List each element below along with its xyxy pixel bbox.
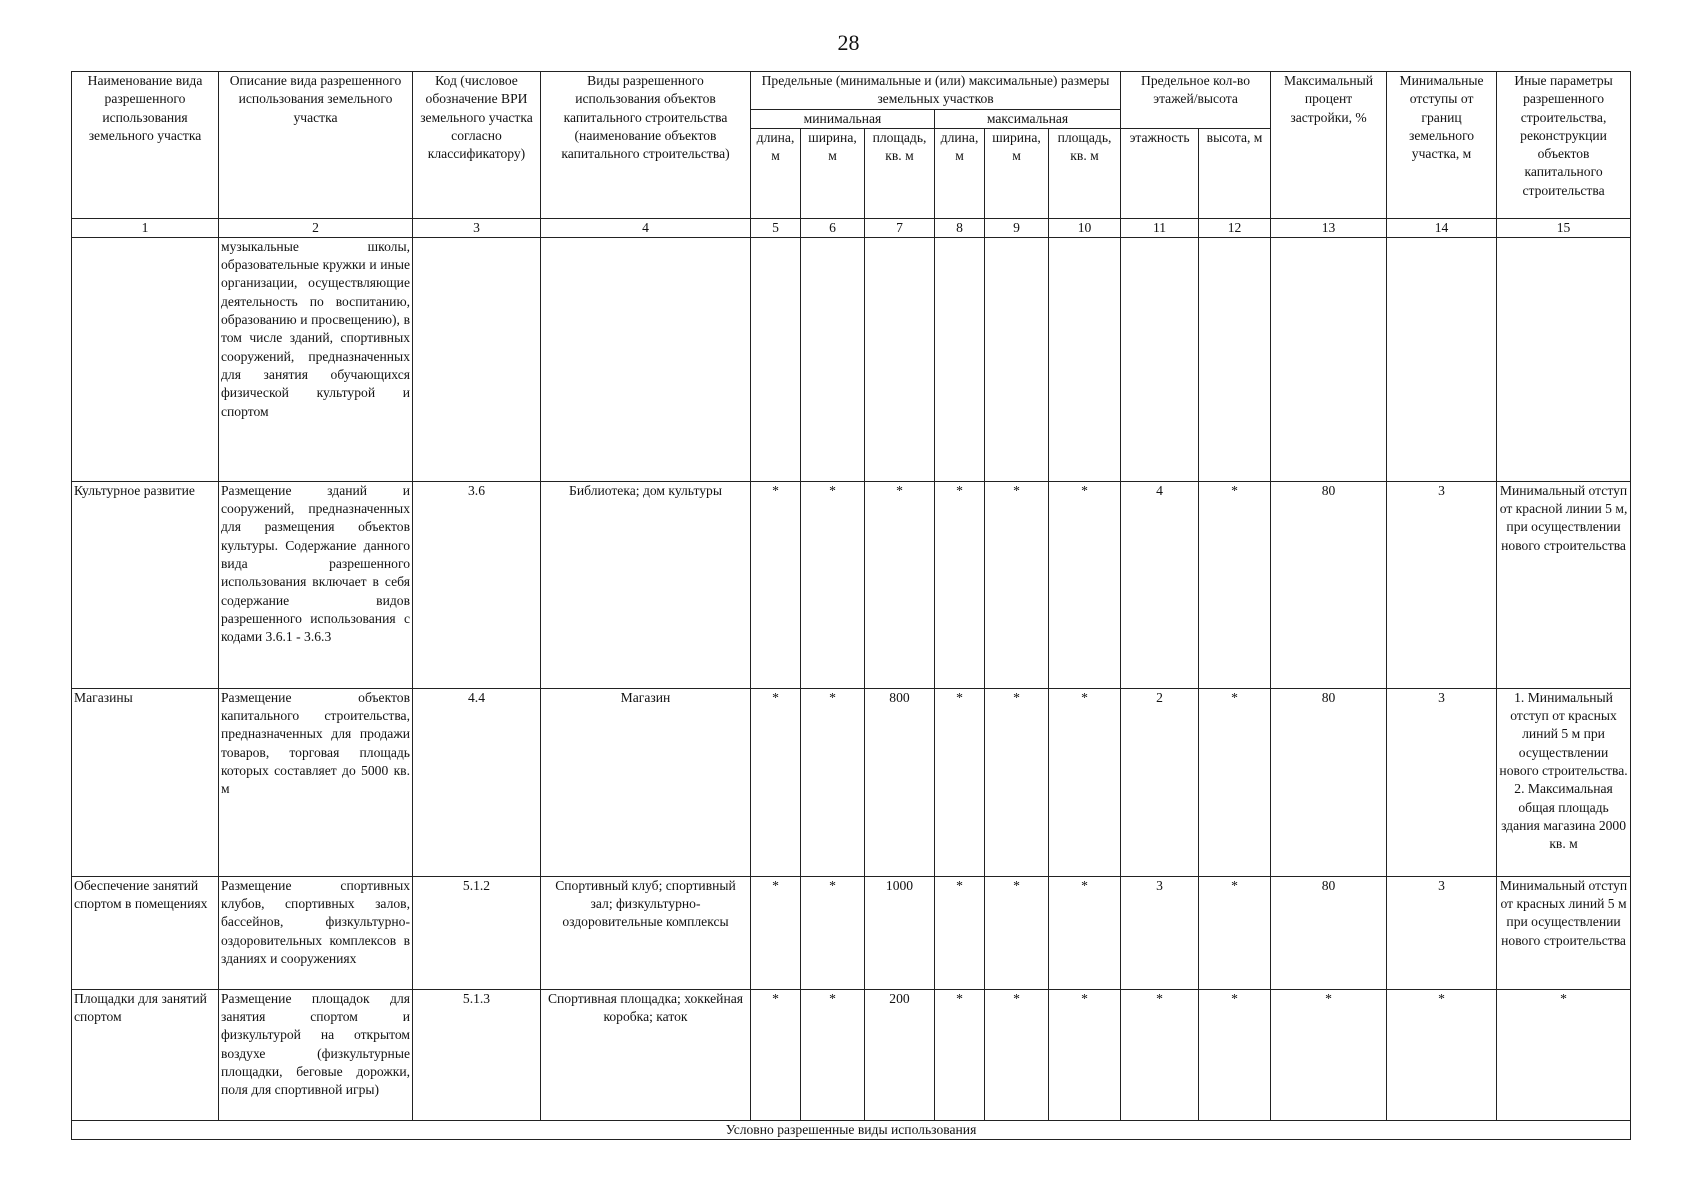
land-use-name: Магазины: [72, 688, 219, 876]
other-params: Минимальный отступ от красной линии 5 м, при осуществлении нового строительства: [1497, 481, 1631, 688]
header-floors-height: Предельное кол-во этажей/высота: [1121, 72, 1271, 129]
column-number: 3: [413, 218, 541, 237]
column-number: 7: [865, 218, 935, 237]
column-number: 5: [751, 218, 801, 237]
header-max-width: ширина, м: [985, 128, 1049, 218]
min-length: *: [751, 688, 801, 876]
column-number: 1: [72, 218, 219, 237]
section-footer-row: [72, 1120, 1631, 1139]
max-area: *: [1049, 481, 1121, 688]
land-use-description: Размещение спортивных клубов, спортивных залов, бассейнов, физкультурно-оздоровительных комплексов в зданиях и сооружениях: [219, 876, 413, 989]
column-number: 10: [1049, 218, 1121, 237]
max-build-percent: [1271, 237, 1387, 481]
header-min-width: ширина, м: [801, 128, 865, 218]
min-width: *: [801, 688, 865, 876]
height: *: [1199, 989, 1271, 1120]
floors: 2: [1121, 688, 1199, 876]
header-minimum: минимальная: [751, 109, 935, 128]
column-number: 6: [801, 218, 865, 237]
column-number: 12: [1199, 218, 1271, 237]
column-number: 14: [1387, 218, 1497, 237]
min-area: 200: [865, 989, 935, 1120]
min-width: *: [801, 481, 865, 688]
min-setback: [1387, 237, 1497, 481]
header-min-length: длина, м: [751, 128, 801, 218]
land-use-name: Обеспечение занятий спортом в помещениях: [72, 876, 219, 989]
max-length: *: [935, 688, 985, 876]
max-area: *: [1049, 688, 1121, 876]
header-code: Код (числовое обозначение ВРИ земельного участка согласно классификатору): [413, 72, 541, 219]
land-use-description: Размещение объектов капитального строительства, предназначенных для продажи товаров, торговая площадь которых составляет до 5000 кв. м: [219, 688, 413, 876]
max-area: *: [1049, 876, 1121, 989]
min-area: 800: [865, 688, 935, 876]
table-row: [72, 237, 1631, 481]
header-height: высота, м: [1199, 128, 1271, 218]
land-use-description: музыкальные школы, образовательные кружки и иные организации, осуществляющие деятельность по воспитанию, образованию и просвещению), в том числе зданий, спортивных сооружений, предназначенных для занятия обучающихся физической культурой и спортом: [219, 237, 413, 481]
floors: 3: [1121, 876, 1199, 989]
table-row: [72, 876, 1631, 989]
land-use-description: Размещение площадок для занятия спортом и физкультурой на открытом воздухе (физкультурные площадки, беговые дорожки, поля для спортивной игры): [219, 989, 413, 1120]
max-build-percent: *: [1271, 989, 1387, 1120]
page-number: 28: [837, 30, 860, 55]
building-types: Спортивная площадка; хоккейная коробка; каток: [541, 989, 751, 1120]
header-min-area: площадь, кв. м: [865, 128, 935, 218]
floors: [1121, 237, 1199, 481]
header-max-length: длина, м: [935, 128, 985, 218]
header-objects: Виды разрешенного использования объектов капитального строительства (наименование объектов капитального строительства): [541, 72, 751, 219]
height: *: [1199, 688, 1271, 876]
header-min-setback: Минимальные отступы от границ земельного участка, м: [1387, 72, 1497, 219]
min-width: *: [801, 876, 865, 989]
max-width: [985, 237, 1049, 481]
max-width: *: [985, 989, 1049, 1120]
header-floors: этажность: [1121, 128, 1199, 218]
min-setback: 3: [1387, 481, 1497, 688]
min-area: 1000: [865, 876, 935, 989]
other-params: [1497, 237, 1631, 481]
column-number: 4: [541, 218, 751, 237]
floors: 4: [1121, 481, 1199, 688]
land-use-description: Размещение зданий и сооружений, предназначенных для размещения объектов культуры. Содержание данного вида разрешенного использования включает в себя содержание видов разрешенного использования с кодами 3.6.1 - 3.6.3: [219, 481, 413, 688]
min-width: [801, 237, 865, 481]
min-setback: *: [1387, 989, 1497, 1120]
height: *: [1199, 481, 1271, 688]
column-number-row: [72, 218, 1631, 237]
height: [1199, 237, 1271, 481]
land-use-name: Площадки для занятий спортом: [72, 989, 219, 1120]
max-build-percent: 80: [1271, 481, 1387, 688]
max-area: *: [1049, 989, 1121, 1120]
land-use-name: Культурное развитие: [72, 481, 219, 688]
min-width: *: [801, 989, 865, 1120]
max-area: [1049, 237, 1121, 481]
header-land-use-name: Наименование вида разрешенного использования земельного участка: [72, 72, 219, 219]
max-width: *: [985, 481, 1049, 688]
land-use-code: 5.1.2: [413, 876, 541, 989]
land-use-code: [413, 237, 541, 481]
header-maximum: максимальная: [935, 109, 1121, 128]
column-number: 11: [1121, 218, 1199, 237]
min-length: *: [751, 481, 801, 688]
other-params: 1. Минимальный отступ от красных линий 5 м при осуществлении нового строительства. 2. Максимальная общая площадь здания магазина 2000 кв. м: [1497, 688, 1631, 876]
min-setback: 3: [1387, 688, 1497, 876]
section-title: Условно разрешенные виды использования: [72, 1120, 1631, 1139]
min-area: *: [865, 481, 935, 688]
column-number: 8: [935, 218, 985, 237]
column-number: 15: [1497, 218, 1631, 237]
building-types: Библиотека; дом культуры: [541, 481, 751, 688]
max-length: *: [935, 876, 985, 989]
other-params: Минимальный отступ от красных линий 5 м при осуществлении нового строительства: [1497, 876, 1631, 989]
land-use-table: [71, 71, 1631, 1140]
building-types: [541, 237, 751, 481]
max-length: *: [935, 989, 985, 1120]
min-area: [865, 237, 935, 481]
max-build-percent: 80: [1271, 876, 1387, 989]
column-number: 9: [985, 218, 1049, 237]
header-plot-sizes: Предельные (минимальные и (или) максимальные) размеры земельных участков: [751, 72, 1121, 110]
header-other-params: Иные параметры разрешенного строительства, реконструкции объектов капитального строительства: [1497, 72, 1631, 219]
floors: *: [1121, 989, 1199, 1120]
max-length: [935, 237, 985, 481]
land-use-code: 3.6: [413, 481, 541, 688]
min-length: *: [751, 876, 801, 989]
min-length: *: [751, 989, 801, 1120]
max-build-percent: 80: [1271, 688, 1387, 876]
other-params: *: [1497, 989, 1631, 1120]
max-width: *: [985, 876, 1049, 989]
building-types: Спортивный клуб; спортивный зал; физкультурно-оздоровительные комплексы: [541, 876, 751, 989]
column-number: 13: [1271, 218, 1387, 237]
min-setback: 3: [1387, 876, 1497, 989]
min-length: [751, 237, 801, 481]
building-types: Магазин: [541, 688, 751, 876]
header-max-percent: Максимальный процент застройки, %: [1271, 72, 1387, 219]
land-use-code: 4.4: [413, 688, 541, 876]
header-description: Описание вида разрешенного использования земельного участка: [219, 72, 413, 219]
max-length: *: [935, 481, 985, 688]
max-width: *: [985, 688, 1049, 876]
height: *: [1199, 876, 1271, 989]
land-use-code: 5.1.3: [413, 989, 541, 1120]
land-use-name: [72, 237, 219, 481]
table-row: [72, 989, 1631, 1120]
column-number: 2: [219, 218, 413, 237]
table-row: [72, 481, 1631, 688]
table-row: [72, 688, 1631, 876]
header-max-area: площадь, кв. м: [1049, 128, 1121, 218]
